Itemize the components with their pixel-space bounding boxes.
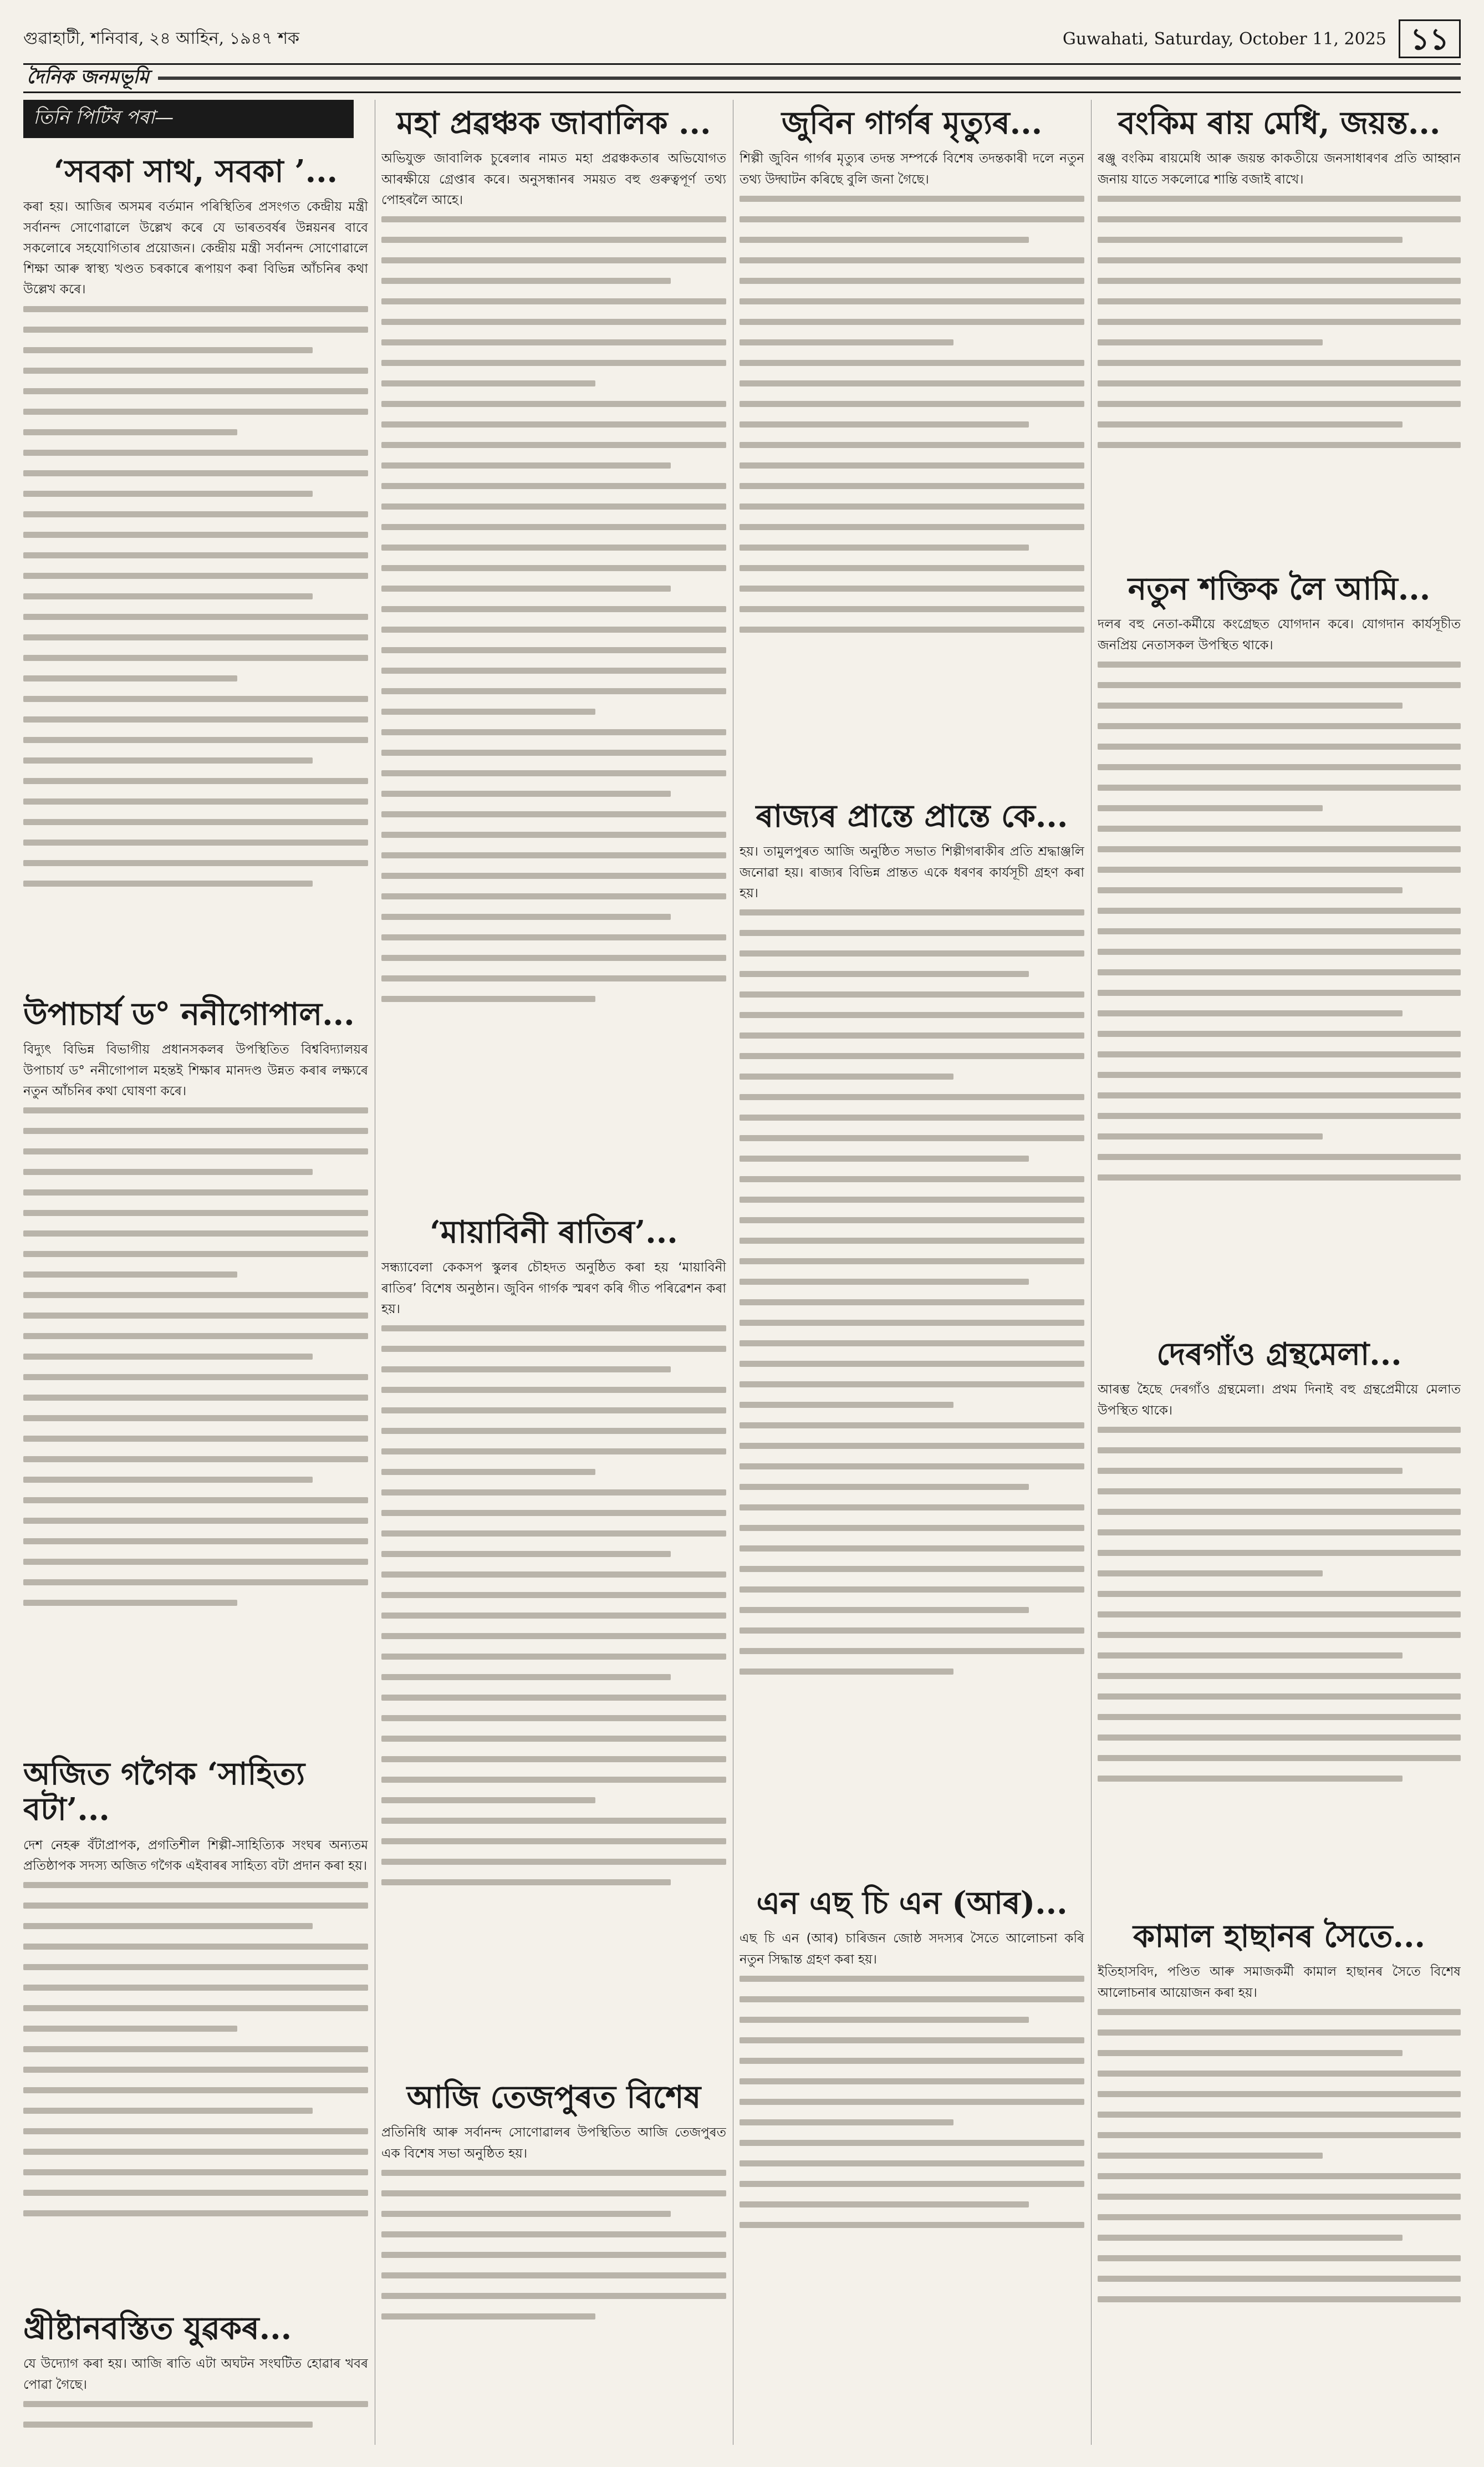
article: [23, 2305, 368, 2445]
article-lead: হয়। তামুলপুৰত আজি অনুষ্ঠিত সভাত শিল্পীগৰাকীৰ প্ৰতি শ্ৰদ্ধাঞ্জলি জনোৱা হয়। ৰাজ্যৰ বিভিন্ন প্ৰান্তত একে ধৰণৰ কাৰ্যসূচী গ্ৰহণ কৰা হয়।: [740, 845, 1084, 901]
article-headline: নতুন শক্তিক লৈ আমি...: [1128, 571, 1431, 607]
brand-rule: [158, 77, 1461, 80]
column-1: [23, 100, 368, 2445]
brand-bar: [23, 63, 1461, 93]
article-body: [1098, 1380, 1461, 1782]
article: [23, 148, 368, 991]
article-headline: খ্ৰীষ্টানবস্তিত যুৱকৰ...: [23, 2310, 292, 2347]
dateline-english: Guwahati, Saturday, October 11, 2025: [1062, 29, 1386, 49]
article-lead: যে উদ্যোগ কৰা হয়। আজি ৰাতি এটা অঘটন সংঘটিত হোৱাৰ খবৰ পোৱা গৈছে।: [23, 2357, 368, 2392]
article-lead: ৰঞ্জু বংকিম ৰায়মেধি আৰু জয়ন্ত কাকতীয়ে জনসাধাৰণৰ প্ৰতি আহ্বান জনায় যাতে সকলোৱে শান্তি বজাই ৰাখে।: [1098, 151, 1461, 187]
article-body: [740, 149, 1084, 633]
article-headline: ‘সবকা সাথ, সবকা ’...: [53, 153, 338, 190]
article-lead: প্ৰতিনিধি আৰু সৰ্বানন্দ সোণোৱালৰ উপস্থিতিত আজি তেজপুৰত এক বিশেষ সভা অনুষ্ঠিত হয়।: [381, 2125, 726, 2161]
article-headline: আজি তেজপুৰত বিশেষ: [406, 2079, 701, 2115]
article-lead: বিদ্যুৎ বিভিন্ন বিভাগীয় প্ৰধানসকলৰ উপস্থিতিত বিশ্ববিদ্যালয়ৰ উপাচাৰ্য ড° ননীগোপাল মহন্তই শিক্ষাৰ মানদণ্ড উন্নত কৰাৰ লক্ষ্যৰে নতুন আঁচনিৰ কথা ঘোষণা কৰে।: [23, 1042, 368, 1098]
article-lead: আৰম্ভ হৈছে দেৰগাঁও গ্ৰন্থমেলা। প্ৰথম দিনাই বহু গ্ৰন্থপ্ৰেমীয়ে মেলাত উপস্থিত থাকে।: [1098, 1382, 1461, 1418]
article: [1098, 100, 1461, 566]
article: [1098, 1331, 1461, 1913]
text-lines: [23, 1882, 368, 2216]
article: [23, 1751, 368, 2305]
text-lines: [1098, 196, 1461, 448]
article-body: [1098, 1962, 1461, 2302]
header-right: [1063, 19, 1461, 58]
article-headline: বংকিম ৰায় মেধি, জয়ন্ত...: [1118, 105, 1441, 141]
article: [740, 793, 1084, 1880]
article-lead: ইতিহাসবিদ, পণ্ডিত আৰু সমাজকৰ্মী কামাল হাছানৰ সৈতে বিশেষ আলোচনাৰ আয়োজন কৰা হয়।: [1098, 1965, 1461, 2000]
continuation-label: তিনি পিটিৰ পৰা—: [23, 100, 354, 138]
text-lines: [381, 216, 726, 1002]
column-2: [381, 100, 726, 2445]
article-body: [23, 2354, 368, 2428]
article: [1098, 1913, 1461, 2412]
text-lines: [381, 1325, 726, 1885]
article: [1098, 566, 1461, 1331]
article: [740, 100, 1084, 793]
article-lead: দেশ নেহৰু বঁটাপ্ৰাপক, প্ৰগতিশীল শিল্পী-সাহিত্যিক সংঘৰ অন্যতম প্ৰতিষ্ঠাপক সদস্য অজিত গগৈক এইবাৰৰ সাহিত্য বটা প্ৰদান কৰা হয়।: [23, 1838, 368, 1874]
article-headline: এন এছ চি এন (আৰ)...: [756, 1885, 1068, 1921]
article-body: [1098, 149, 1461, 448]
article: [381, 2074, 726, 2407]
article-lead: সন্ধ্যাবেলা কেকসপ স্কুলৰ চৌহদত অনুষ্ঠিত কৰা হয় ‘মায়াবিনী ৰাতিৰ’ বিশেষ অনুষ্ঠান। জুবিন গাৰ্গক স্মৰণ কৰি গীত পৰিৱেশন কৰা হয়।: [381, 1260, 726, 1316]
article-body: [740, 1929, 1084, 2228]
article-lead: শিল্পী জুবিন গাৰ্গৰ মৃত্যুৰ তদন্ত সম্পৰ্কে বিশেষ তদন্তকাৰী দলে নতুন তথ্য উদ্ঘাটন কৰিছে বুলি জনা গৈছে।: [740, 151, 1084, 187]
article-headline: দেৰগাঁও গ্ৰন্থমেলা...: [1156, 1336, 1402, 1372]
column-3: [740, 100, 1084, 2445]
article-body: [381, 2123, 726, 2320]
dateline-assamese: গুৱাহাটী, শনিবাৰ, ২৪ আহিন, ১৯৪৭ শক: [23, 28, 299, 48]
page-header: [23, 22, 1461, 55]
text-lines: [1098, 2009, 1461, 2302]
article-lead: দলৰ বহু নেতা-কৰ্মীয়ে কংগ্ৰেছত যোগদান কৰে। যোগদান কাৰ্যসূচীত জনপ্ৰিয় নেতাসকল উপস্থিত থাকে।: [1098, 617, 1461, 653]
text-lines: [23, 306, 368, 887]
text-lines: [740, 1976, 1084, 2228]
text-lines: [740, 196, 1084, 633]
article-headline: জুবিন গাৰ্গৰ মৃত্যুৰ...: [781, 105, 1043, 141]
text-lines: [381, 2170, 726, 2320]
article: [740, 1880, 1084, 2323]
article-headline: মহা প্ৰৱঞ্চক জাবালিক ...: [396, 105, 711, 141]
article-body: [23, 1835, 368, 2217]
article-headline: অজিত গগৈক ‘সাহিত্য বটা’...: [23, 1756, 305, 1828]
article-body: [1098, 614, 1461, 1181]
text-lines: [23, 1107, 368, 1606]
article-lead: এছ চি এন (আৰ) চাৰিজন জোষ্ঠ সদস্যৰ সৈতে আলোচনা কৰি নতুন সিদ্ধান্ত গ্ৰহণ কৰা হয়।: [740, 1931, 1084, 1967]
text-lines: [1098, 1427, 1461, 1782]
article-body: [23, 197, 368, 886]
text-lines: [23, 2401, 368, 2428]
article: [23, 991, 368, 1751]
page-number: ১১: [1399, 19, 1461, 58]
article-headline: ৰাজ্যৰ প্ৰান্তে প্ৰান্তে কে...: [756, 798, 1068, 835]
article: [381, 1209, 726, 2074]
article-body: [23, 1040, 368, 1606]
article-body: [381, 1258, 726, 1885]
article-lead: কৰা হয়। আজিৰ অসমৰ বৰ্তমান পৰিস্থিতিৰ প্ৰসংগত কেন্দ্ৰীয় মন্ত্ৰী সৰ্বানন্দ সোণোৱালে উল্লেখ কৰে যে ভাৰতবৰ্ষৰ উন্নয়নৰ বাবে সকলোৰে সহযোগিতাৰ প্ৰয়োজন। কেন্দ্ৰীয় মন্ত্ৰী সৰ্বানন্দ সোণোৱালে শিক্ষা আৰু স্বাস্থ্য খণ্ডত চৰকাৰে ৰূপায়ণ কৰা বিভিন্ন আঁচনিৰ কথা উল্লেখ কৰে।: [23, 200, 368, 297]
brand-name: দৈনিক জনমভূমি: [27, 65, 149, 88]
article-body: [740, 842, 1084, 1675]
text-lines: [1098, 662, 1461, 1181]
article-headline: উপাচাৰ্য ড° ননীগোপাল...: [23, 996, 355, 1032]
article-lead: অভিযুক্ত জাবালিক চুৰেলাৰ নামত মহা প্ৰৱঞ্চকতাৰ অভিযোগত আৰক্ষীয়ে গ্ৰেপ্তাৰ কৰে। অনুসন্ধানৰ সময়ত বহু গুৰুত্বপূৰ্ণ তথ্য পোহৰলৈ আহে।: [381, 151, 726, 207]
column-divider: [1091, 100, 1092, 2445]
column-4: [1098, 100, 1461, 2445]
article-headline: কামাল হাছানৰ সৈতে...: [1133, 1918, 1425, 1955]
text-lines: [740, 909, 1084, 1675]
article-body: [381, 149, 726, 1002]
article: [381, 100, 726, 1209]
article-headline: ‘মায়াবিনী ৰাতিৰ’...: [430, 1214, 678, 1250]
